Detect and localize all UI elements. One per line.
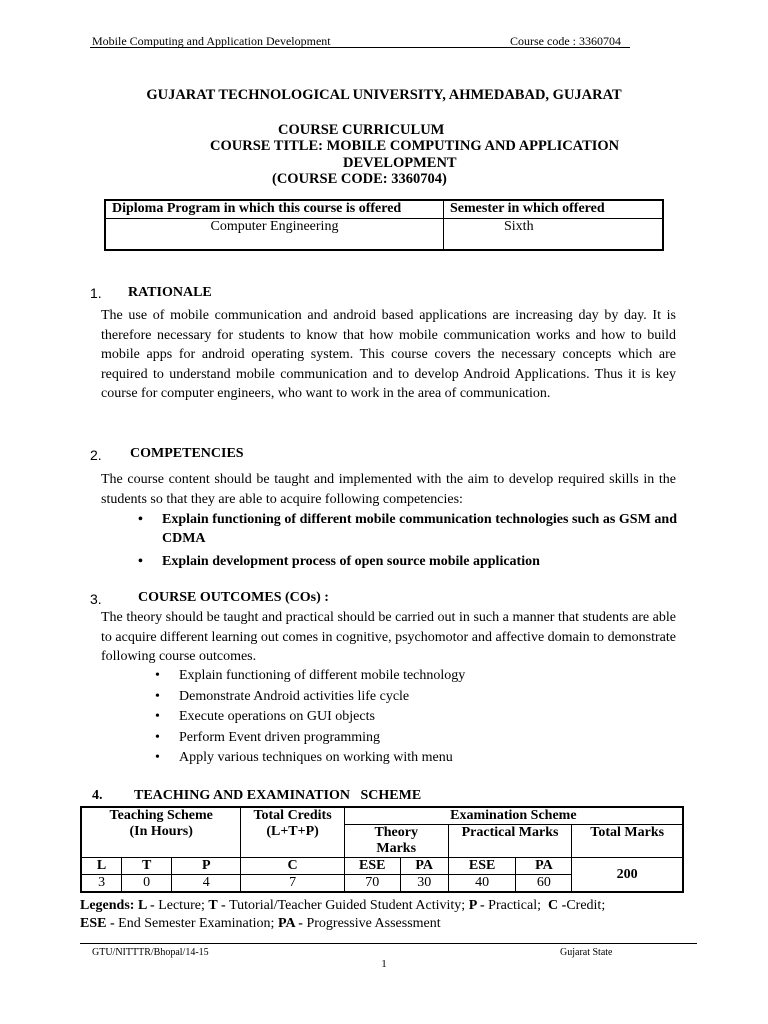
teaching-scheme-header: Teaching Scheme (In Hours)	[81, 807, 241, 858]
course-code-title: (COURSE CODE: 3360704)	[272, 171, 447, 187]
outcome-item: • Apply various techniques on working with menu	[179, 748, 659, 769]
bullet-icon: •	[155, 668, 160, 683]
value-t: 0	[122, 875, 172, 893]
value-theory-ese: 70	[344, 875, 400, 893]
page-number: 1	[381, 958, 387, 970]
outcomes-text: The theory should be taught and practical should be carried out in such a manner that students are able to acquire different learning out comes in cognitive, psychomotor and affective domain to demonstrate following course outcomes.	[101, 610, 676, 665]
value-c: 7	[241, 875, 344, 893]
section-2-title: COMPETENCIES	[130, 446, 244, 461]
competencies-list	[138, 510, 677, 573]
value-practical-ese: 40	[448, 875, 516, 893]
col-p: P	[172, 858, 241, 875]
competency-item: • Explain functioning of different mobile communication technologies such as GSM and CDMA	[138, 512, 677, 546]
header-divider	[90, 47, 630, 48]
footer-right: Gujarat State	[560, 947, 613, 958]
value-p: 4	[172, 875, 241, 893]
legends-line2: ESE - End Semester Examination; PA - Progressive Assessment	[80, 916, 441, 931]
bullet-icon: •	[155, 729, 160, 745]
program-table	[104, 199, 664, 251]
bullet-icon: •	[138, 554, 143, 569]
section-1-title: RATIONALE	[128, 285, 212, 300]
competency-item: • Explain development process of open source mobile application	[162, 552, 677, 573]
col-practical-ese: ESE	[448, 858, 516, 875]
legends-line1: Legends: L - Lecture; T - Tutorial/Teacher Guided Student Activity; P - Practical; C -Credit;	[80, 898, 606, 913]
bullet-icon: •	[155, 688, 160, 704]
bullet-icon: •	[155, 709, 160, 724]
total-marks-value: 200	[572, 858, 683, 893]
header-course-code: Course code : 3360704	[510, 34, 621, 48]
section-3-number: 3.	[90, 591, 102, 607]
outcome-item: • Explain functioning of different mobile technology	[179, 666, 659, 687]
section-1-number: 1.	[90, 285, 102, 301]
outcome-item: • Execute operations on GUI objects	[179, 707, 659, 728]
col-t: T	[122, 858, 172, 875]
total-credits-header: Total Credits (L+T+P)	[241, 807, 344, 858]
scheme-table	[80, 806, 684, 893]
section-2-number: 2.	[90, 447, 102, 463]
program-value: Computer Engineering	[105, 219, 444, 251]
semester-header: Semester in which offered	[444, 200, 664, 219]
course-title-line2: DEVELOPMENT	[343, 155, 457, 171]
curriculum-title: COURSE CURRICULUM	[278, 122, 445, 138]
semester-value: Sixth	[444, 219, 664, 251]
exam-scheme-header: Examination Scheme	[344, 807, 683, 825]
university-title: GUJARAT TECHNOLOGICAL UNIVERSITY, AHMEDABAD, GUJARAT	[146, 87, 622, 103]
outcome-item: • Perform Event driven programming	[179, 728, 659, 749]
col-theory-pa: PA	[400, 858, 448, 875]
practical-marks-header: Practical Marks	[448, 825, 572, 858]
program-header: Diploma Program in which this course is offered	[105, 200, 444, 219]
footer-divider	[80, 943, 697, 944]
total-marks-header: Total Marks	[572, 825, 683, 858]
col-l: L	[81, 858, 122, 875]
competencies-text: The course content should be taught and implemented with the aim to develop required skills in the students so that they are able to acquire following competencies:	[101, 472, 676, 507]
rationale-text: The use of mobile communication and android based applications are increasing day by day. It is therefore necessary for students to know that how mobile communication works and how to build mobile apps for android operating system. This course covers the necessary concepts which are required to understand mobile communication and to develop Android Applications. Thus it is key course for computer engineers, who want to work in the area of communication.	[101, 308, 676, 402]
value-theory-pa: 30	[400, 875, 448, 893]
outcomes-list	[155, 666, 659, 769]
footer-left: GTU/NITTTR/Bhopal/14-15	[92, 947, 209, 958]
header-course-name: Mobile Computing and Application Development	[92, 34, 331, 48]
bullet-icon: •	[155, 750, 160, 765]
theory-marks-header: Theory Marks	[344, 825, 448, 858]
col-practical-pa: PA	[516, 858, 572, 875]
section-4-title: TEACHING AND EXAMINATION SCHEME	[134, 788, 422, 803]
outcome-item: • Demonstrate Android activities life cycle	[179, 687, 659, 708]
value-practical-pa: 60	[516, 875, 572, 893]
section-3-title: COURSE OUTCOMES (COs) :	[138, 590, 329, 605]
col-c: C	[241, 858, 344, 875]
section-4-number: 4.	[92, 788, 103, 803]
course-title-line1: COURSE TITLE: MOBILE COMPUTING AND APPLICATION	[210, 138, 620, 154]
bullet-icon: •	[138, 512, 143, 527]
col-theory-ese: ESE	[344, 858, 400, 875]
value-l: 3	[81, 875, 122, 893]
